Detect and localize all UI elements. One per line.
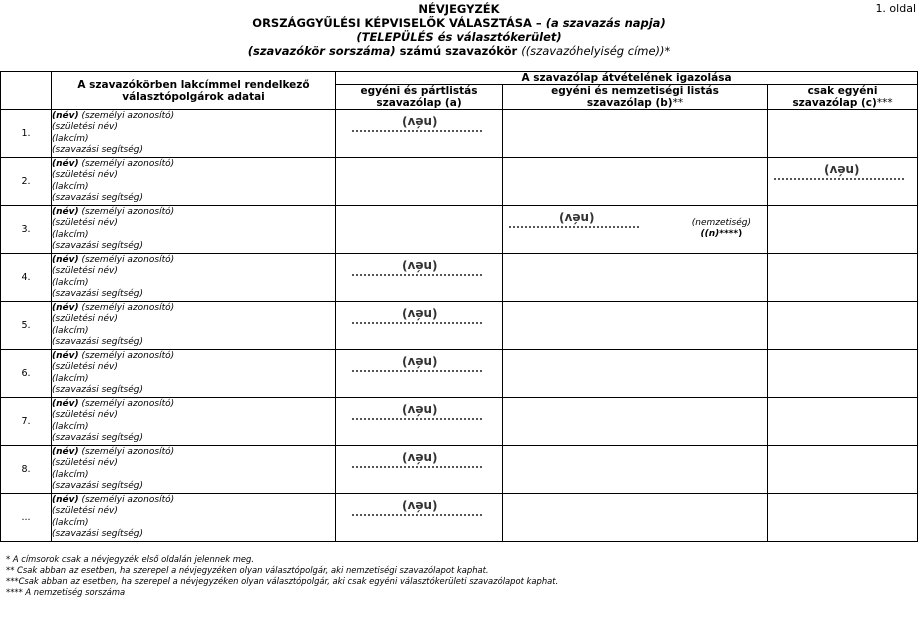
header-ballot-c-line2-wrap — [768, 97, 917, 109]
row-number: 6. — [1, 350, 52, 398]
voter-name-line — [52, 255, 335, 266]
voting-assistance-placeholder: (szavazási segítség) — [52, 336, 143, 347]
signature-dotted-line — [774, 178, 904, 180]
header-ballot-b-mark: ** — [672, 97, 684, 109]
voter-roster-table — [0, 71, 918, 542]
signature-cell-c — [768, 398, 918, 446]
signature-cell-b — [503, 446, 768, 494]
signature-cell-a[interactable] — [336, 494, 503, 542]
signature-dotted-line — [352, 466, 482, 468]
address-placeholder: (lakcím) — [52, 469, 89, 480]
signature-cell-c — [768, 110, 918, 158]
signature-field[interactable] — [352, 307, 482, 329]
birth-name-placeholder: (születési név) — [52, 506, 118, 517]
address-placeholder: (lakcím) — [52, 277, 89, 288]
voter-data-cell — [52, 350, 336, 398]
nationality-code: ((n) — [700, 229, 720, 239]
voter-id-placeholder: (személyi azonosító) — [78, 447, 175, 458]
table-row — [1, 158, 918, 206]
footnotes — [6, 554, 558, 598]
signature-cell-a[interactable] — [336, 254, 503, 302]
voter-name-placeholder: (név) — [52, 495, 79, 506]
signature-name-mark: (név) — [559, 211, 595, 225]
signature-cell-a[interactable] — [336, 446, 503, 494]
signature-name-mark: (név) — [402, 307, 438, 321]
table-row — [1, 494, 918, 542]
footnote-4: **** A nemzetiség sorszáma — [6, 587, 126, 597]
birth-name-placeholder: (születési név) — [52, 410, 118, 421]
signature-name-mark: (név) — [402, 499, 438, 513]
signature-name-mark: (név) — [402, 451, 438, 465]
table-row — [1, 110, 918, 158]
footnote-1: * A címsorok csak a névjegyzék első oldalán jelennek meg. — [6, 554, 255, 564]
voter-id-placeholder: (személyi azonosító) — [78, 159, 175, 170]
address-placeholder: (lakcím) — [52, 229, 89, 240]
header-number-col — [1, 72, 52, 110]
address-placeholder: (lakcím) — [52, 133, 89, 144]
signature-field[interactable] — [774, 163, 904, 185]
settlement-placeholder: (TELEPÜLÉS és választókerület) — [356, 30, 562, 44]
signature-field[interactable] — [352, 451, 482, 473]
voter-data-cell — [52, 302, 336, 350]
voter-name-placeholder: (név) — [52, 399, 79, 410]
signature-cell-a[interactable] — [336, 398, 503, 446]
birth-name-placeholder: (születési név) — [52, 314, 118, 325]
voter-id-placeholder: (személyi azonosító) — [78, 111, 175, 122]
birth-name-placeholder: (születési név) — [52, 170, 118, 181]
footnote-3: ***Csak abban az esetben, ha szerepel a névjegyzéken olyan választópolgár, aki csak egyéni választókerületi szavazólapot kaphat. — [6, 576, 559, 586]
document-header — [0, 2, 918, 58]
signature-cell-c — [768, 206, 918, 254]
voter-name-placeholder: (név) — [52, 111, 79, 122]
voter-id-placeholder: (személyi azonosító) — [78, 495, 175, 506]
polling-station-line — [0, 44, 918, 58]
voter-data-cell — [52, 446, 336, 494]
voter-name-line — [52, 303, 335, 314]
voting-assistance-placeholder: (szavazási segítség) — [52, 240, 143, 251]
signature-field[interactable] — [352, 499, 482, 521]
header-ballot-a-line2: szavazólap (a) — [376, 97, 462, 109]
voter-name-placeholder: (név) — [52, 159, 79, 170]
signature-name-mark: (név) — [824, 163, 860, 177]
table-row — [1, 350, 918, 398]
signature-cell-c — [768, 494, 918, 542]
header-voter-data: A szavazókörben lakcímmel rendelkező választópolgárok adatai — [52, 72, 336, 110]
voting-assistance-placeholder: (szavazási segítség) — [52, 384, 143, 395]
signature-field[interactable] — [352, 115, 482, 137]
signature-cell-b — [503, 350, 768, 398]
signature-name-mark: (név) — [402, 259, 438, 273]
election-title — [0, 16, 918, 30]
signature-name-mark: (név) — [402, 115, 438, 129]
row-number: 8. — [1, 446, 52, 494]
signature-dotted-line — [352, 274, 482, 276]
voter-data-cell — [52, 254, 336, 302]
header-ballot-c-line1: csak egyéni — [807, 85, 878, 97]
station-label: számú szavazókör — [395, 44, 522, 58]
table-row — [1, 302, 918, 350]
signature-cell-a — [336, 158, 503, 206]
voter-name-line — [52, 207, 335, 218]
row-number: ... — [1, 494, 52, 542]
signature-field[interactable] — [352, 259, 482, 281]
header-ballot-c-line2: szavazólap (c) — [792, 97, 877, 109]
signature-cell-a[interactable] — [336, 302, 503, 350]
signature-cell-b — [503, 158, 768, 206]
nationality-code-line — [692, 229, 751, 240]
signature-cell-a[interactable] — [336, 110, 503, 158]
header-ballot-b — [503, 85, 768, 110]
row-number: 4. — [1, 254, 52, 302]
signature-field[interactable] — [352, 355, 482, 377]
signature-field[interactable] — [509, 211, 639, 233]
table-row — [1, 206, 918, 254]
signature-cell-c — [768, 302, 918, 350]
signature-cell-b — [503, 398, 768, 446]
birth-name-placeholder: (születési név) — [52, 218, 118, 229]
voter-name-line — [52, 399, 335, 410]
voter-name-placeholder: (név) — [52, 303, 79, 314]
birth-name-placeholder: (születési név) — [52, 266, 118, 277]
row-number: 3. — [1, 206, 52, 254]
voting-assistance-placeholder: (szavazási segítség) — [52, 192, 143, 203]
birth-name-placeholder: (születési név) — [52, 458, 118, 469]
signature-cell-b — [503, 110, 768, 158]
station-address-placeholder: ((szavazóhelyiség címe)) — [521, 44, 665, 58]
signature-cell-a — [336, 206, 503, 254]
address-placeholder: (lakcím) — [52, 517, 89, 528]
signature-name-mark: (név) — [402, 355, 438, 369]
voter-id-placeholder: (személyi azonosító) — [78, 303, 175, 314]
table-row — [1, 398, 918, 446]
nationality-label: (nemzetiség) — [691, 218, 751, 228]
table-row — [1, 446, 918, 494]
table-row — [1, 254, 918, 302]
voter-name-line — [52, 447, 335, 458]
address-placeholder: (lakcím) — [52, 373, 89, 384]
voter-data-cell — [52, 110, 336, 158]
voter-data-cell — [52, 206, 336, 254]
signature-cell-c — [768, 254, 918, 302]
voter-id-placeholder: (személyi azonosító) — [78, 399, 175, 410]
row-number: 1. — [1, 110, 52, 158]
row-number: 5. — [1, 302, 52, 350]
voter-data-cell — [52, 494, 336, 542]
birth-name-placeholder: (születési név) — [52, 122, 118, 133]
voter-id-placeholder: (személyi azonosító) — [78, 255, 175, 266]
signature-dotted-line — [352, 514, 482, 516]
election-title-text: ORSZÁGGYŰLÉSI KÉPVISELŐK VÁLASZTÁSA – — [252, 16, 546, 30]
address-placeholder: (lakcím) — [52, 421, 89, 432]
signature-dotted-line — [509, 226, 639, 228]
footnote-2: ** Csak abban az esetben, ha szerepel a névjegyzéken olyan választópolgár, aki nemzetiségi szavazólapot kaphat. — [6, 565, 489, 575]
signature-cell-b — [503, 254, 768, 302]
signature-cell-a[interactable] — [336, 350, 503, 398]
header-ballot-receipt: A szavazólap átvételének igazolása — [336, 72, 918, 85]
signature-field[interactable] — [352, 403, 482, 425]
row-number: 2. — [1, 158, 52, 206]
election-date-placeholder: (a szavazás napja) — [545, 16, 666, 30]
address-placeholder: (lakcím) — [52, 181, 89, 192]
voter-name-line — [52, 495, 335, 506]
page-number: 1. oldal — [875, 2, 916, 15]
header-ballot-a-line1: egyéni és pártlistás — [360, 85, 478, 97]
signature-dotted-line — [352, 130, 482, 132]
signature-name-mark: (név) — [402, 403, 438, 417]
header-ballot-b-line2-wrap — [503, 97, 767, 109]
voter-data-cell — [52, 158, 336, 206]
voter-id-placeholder: (személyi azonosító) — [78, 207, 175, 218]
voting-assistance-placeholder: (szavazási segítség) — [52, 288, 143, 299]
signature-cell-c — [768, 446, 918, 494]
voter-name-line — [52, 159, 335, 170]
header-ballot-c — [768, 85, 918, 110]
signature-dotted-line — [352, 370, 482, 372]
voter-name-placeholder: (név) — [52, 255, 79, 266]
signature-cell-c — [768, 350, 918, 398]
document-title: NÉVJEGYZÉK — [418, 2, 500, 16]
voting-assistance-placeholder: (szavazási segítség) — [52, 432, 143, 443]
header-ballot-b-line2: szavazólap (b) — [586, 97, 673, 109]
header-ballot-a — [336, 85, 503, 110]
signature-cell-b[interactable] — [503, 206, 768, 254]
station-number-placeholder: (szavazókör sorszáma) — [247, 44, 396, 58]
header-ballot-b-line1: egyéni és nemzetiségi listás — [551, 85, 719, 97]
voter-name-placeholder: (név) — [52, 351, 79, 362]
signature-dotted-line — [352, 322, 482, 324]
voting-assistance-placeholder: (szavazási segítség) — [52, 480, 143, 491]
voter-data-cell — [52, 398, 336, 446]
header-ballot-c-mark: *** — [876, 97, 893, 109]
signature-cell-b — [503, 302, 768, 350]
voter-name-line — [52, 351, 335, 362]
signature-cell-b — [503, 494, 768, 542]
voter-name-line — [52, 111, 335, 122]
birth-name-placeholder: (születési név) — [52, 362, 118, 373]
row-number: 7. — [1, 398, 52, 446]
header-footnote-mark: * — [664, 44, 671, 58]
nationality-field — [692, 218, 751, 240]
address-placeholder: (lakcím) — [52, 325, 89, 336]
voting-assistance-placeholder: (szavazási segítség) — [52, 528, 143, 539]
voter-name-placeholder: (név) — [52, 447, 79, 458]
voter-id-placeholder: (személyi azonosító) — [78, 351, 175, 362]
signature-dotted-line — [352, 418, 482, 420]
voter-name-placeholder: (név) — [52, 207, 79, 218]
roster-body — [1, 110, 918, 542]
nationality-footnote-mark: ****) — [719, 229, 743, 239]
signature-cell-c[interactable] — [768, 158, 918, 206]
voting-assistance-placeholder: (szavazási segítség) — [52, 144, 143, 155]
